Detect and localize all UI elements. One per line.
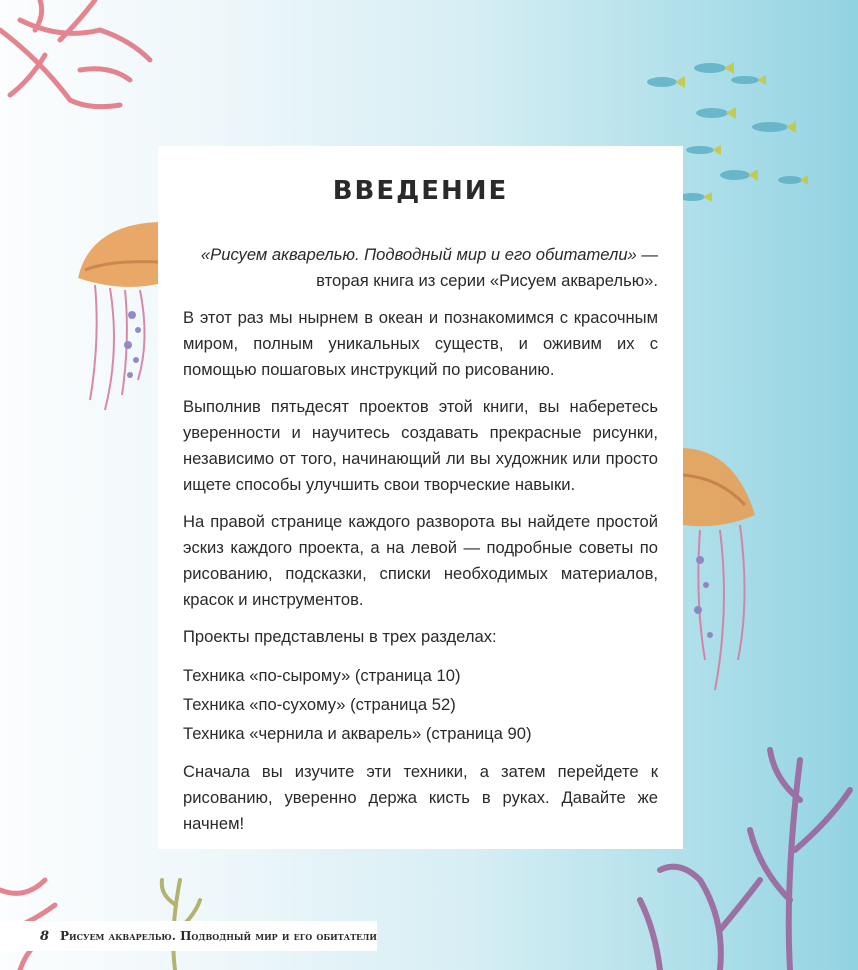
intro-card: [158, 146, 683, 849]
intro-paragraph: [183, 242, 658, 294]
jellyfish-right-icon: [683, 448, 755, 690]
coral-top-left-icon: [0, 0, 150, 107]
jellyfish-left-icon: [78, 222, 158, 410]
paragraph: Выполнив пятьдесят проектов этой книги, вы наберетесь уверенности и научитесь создавать прекрасные рисунки, независимо от того, начинающий ли вы художник или просто ищете способы улучшить свои творческие навыки.: [183, 397, 658, 494]
intro-lead: «Рисуем акварелью. Подводный мир и его обитатели» —: [200, 245, 658, 264]
page-title: ВВЕДЕНИЕ: [332, 176, 509, 206]
closing-paragraph: Сначала вы изучите эти техники, а затем перейдете к рисованию, уверенно держа кисть в руках. Давайте же начнем!: [183, 762, 658, 833]
body-text: [183, 242, 658, 848]
paragraph: В этот раз мы нырнем в океан и познакомимся с красочным миром, полным уникальных существ, и оживим их с помощью пошаговых инструкций по рисованию.: [183, 308, 658, 379]
sections-list: [183, 661, 658, 748]
paragraph: Проекты представлены в трех разделах:: [183, 627, 497, 646]
section-item: Техника «по-сухому» (страница 52): [183, 695, 456, 714]
page-number: 8: [40, 928, 50, 944]
section-item: Техника «по-сырому» (страница 10): [183, 666, 461, 685]
intro-rest: вторая книга из серии «Рисуем акварелью».: [316, 271, 658, 290]
running-title: Рисуем акварелью. Подводный мир и его обитатели: [60, 929, 377, 943]
paragraph: На правой странице каждого разворота вы найдете простой эскиз каждого проекта, а на левой — подробные советы по рисованию, подсказки, списки необходимых материалов, красок и инструментов.: [183, 512, 658, 609]
page-footer: [0, 921, 377, 951]
section-item: Техника «чернила и акварель» (страница 90): [183, 724, 532, 743]
